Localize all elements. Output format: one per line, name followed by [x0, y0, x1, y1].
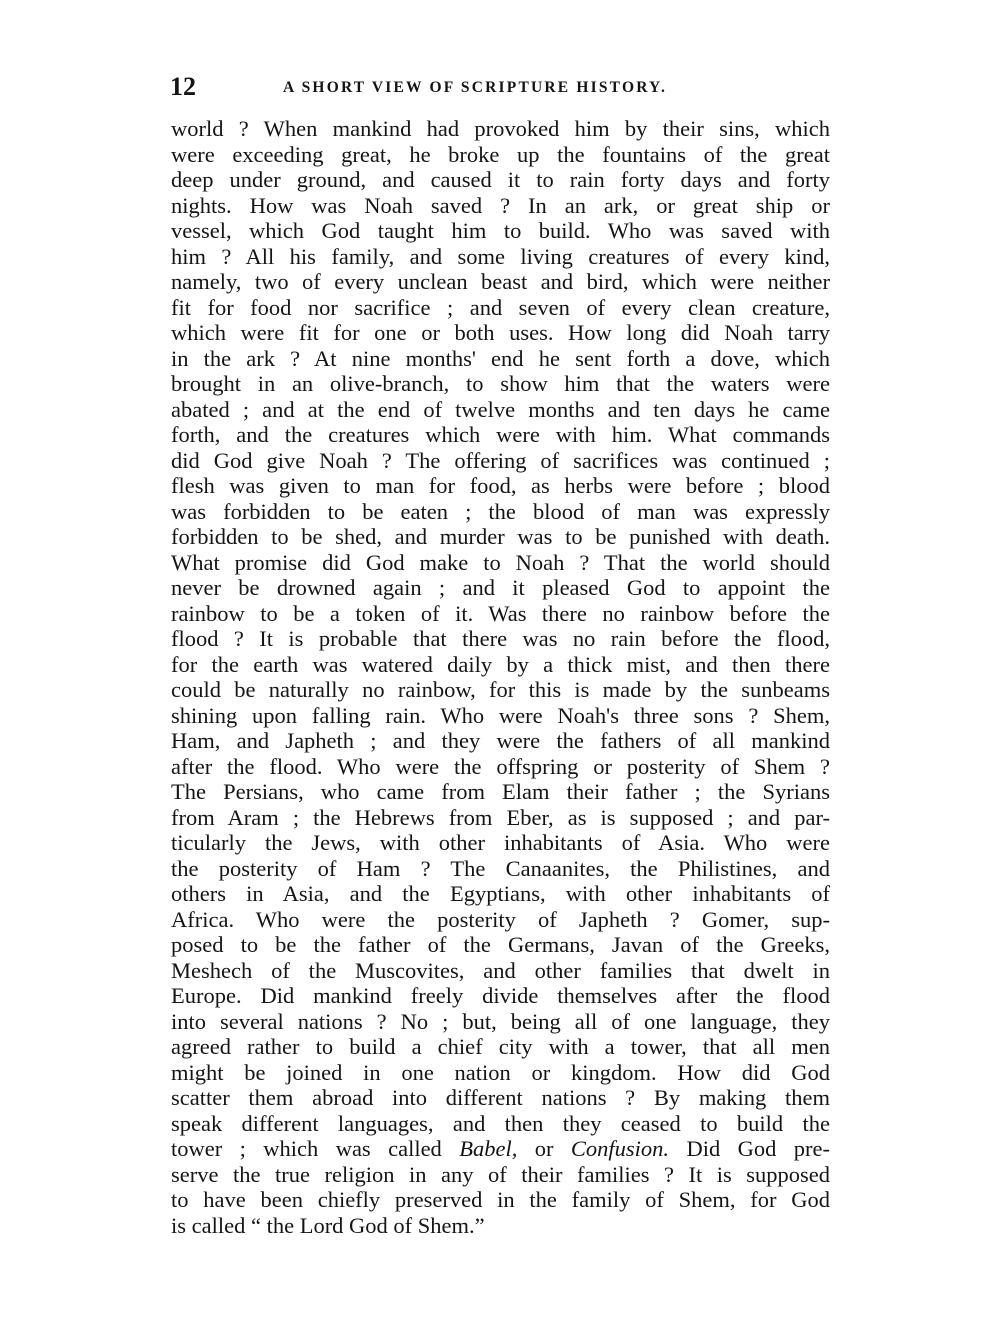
italic-term-babel: Babel, — [459, 1136, 518, 1161]
text-line: Meshech of the Muscovites, and other families that dwelt in — [171, 957, 830, 983]
text-line: in the ark ? At nine months' end he sent forth a dove, which — [171, 345, 830, 371]
text-line: scatter them abroad into different nations ? By making them — [171, 1085, 830, 1110]
text-line: world ? When mankind had provoked him by their sins, which — [171, 116, 830, 141]
text-line: What promise did God make to Noah ? That the world should — [171, 549, 830, 575]
text-line: abated ; and at the end of twelve months and ten days he came — [171, 396, 830, 422]
text-line: namely, two of every unclean beast and bird, which were neither — [171, 269, 830, 294]
text-line: for the earth was watered daily by a thick mist, and then there — [171, 651, 830, 677]
text-fragment: or — [517, 1136, 571, 1161]
text-fragment: tower ; which was called — [171, 1136, 460, 1161]
text-line: to have been chiefly preserved in the family of Shem, for God — [171, 1187, 830, 1212]
text-line: deep under ground, and caused it to rain forty days and forty — [171, 167, 830, 192]
text-line: ticularly the Jews, with other inhabitants of Asia. Who were — [171, 830, 830, 855]
text-line: into several nations ? No ; but, being all of one language, they — [171, 1008, 830, 1034]
text-line: was forbidden to be eaten ; the blood of man was expressly — [171, 498, 830, 524]
text-line: others in Asia, and the Egyptians, with other inhabitants of — [171, 881, 830, 906]
text-line-last: is called “ the Lord God of Shem.” — [171, 1212, 485, 1238]
body-text — [171, 116, 830, 1238]
text-line: from Aram ; the Hebrews from Eber, as is supposed ; and par- — [171, 804, 830, 830]
text-line: did God give Noah ? The offering of sacrifices was continued ; — [171, 447, 830, 473]
text-line: fit for food nor sacrifice ; and seven of every clean creature, — [171, 294, 830, 320]
page-number: 12 — [170, 72, 196, 101]
text-line: vessel, which God taught him to build. Who was saved with — [171, 218, 830, 243]
text-line: Ham, and Japheth ; and they were the fathers of all mankind — [171, 728, 830, 753]
text-line: could be naturally no rainbow, for this is made by the sunbeams — [171, 677, 830, 702]
text-line: him ? All his family, and some living creatures of every kind, — [171, 243, 830, 269]
text-line: Europe. Did mankind freely divide themselves after the flood — [171, 983, 830, 1008]
text-line: nights. How was Noah saved ? In an ark, or great ship or — [171, 192, 830, 218]
text-line — [171, 1136, 830, 1162]
text-line: might be joined in one nation or kingdom. How did God — [171, 1059, 830, 1085]
text-line: never be drowned again ; and it pleased God to appoint the — [171, 575, 830, 600]
text-line: brought in an olive-branch, to show him that the waters were — [171, 371, 830, 396]
italic-term-confusion: Confusion. — [570, 1136, 670, 1161]
running-head — [170, 72, 830, 104]
text-line: shining upon falling rain. Who were Noah's three sons ? Shem, — [171, 702, 830, 728]
text-line: the posterity of Ham ? The Canaanites, the Philistines, and — [171, 855, 830, 881]
text-line: The Persians, who came from Elam their father ; the Syrians — [171, 779, 830, 804]
text-line: speak different languages, and then they ceased to build the — [171, 1110, 830, 1136]
text-line: serve the true religion in any of their families ? It is supposed — [171, 1161, 830, 1187]
text-line: Africa. Who were the posterity of Japheth ? Gomer, sup- — [171, 906, 830, 932]
text-line: were exceeding great, he broke up the fountains of the great — [171, 141, 830, 167]
text-line: after the flood. Who were the offspring or posterity of Shem ? — [171, 753, 830, 779]
running-title: A SHORT VIEW OF SCRIPTURE HISTORY. — [283, 79, 668, 96]
text-line: flood ? It is probable that there was no rain before the flood, — [171, 626, 830, 651]
text-line: forth, and the creatures which were with him. What commands — [171, 422, 830, 447]
text-line: agreed rather to build a chief city with a tower, that all men — [171, 1034, 830, 1059]
text-line: flesh was given to man for food, as herbs were before ; blood — [171, 473, 830, 498]
text-line: rainbow to be a token of it. Was there no rainbow before the — [171, 600, 830, 626]
text-line: posed to be the father of the Germans, Javan of the Greeks, — [171, 932, 830, 957]
text-line: which were fit for one or both uses. How long did Noah tarry — [171, 320, 830, 345]
text-line: forbidden to be shed, and murder was to be punished with death. — [171, 524, 830, 549]
text-fragment: Did God pre- — [669, 1136, 830, 1161]
